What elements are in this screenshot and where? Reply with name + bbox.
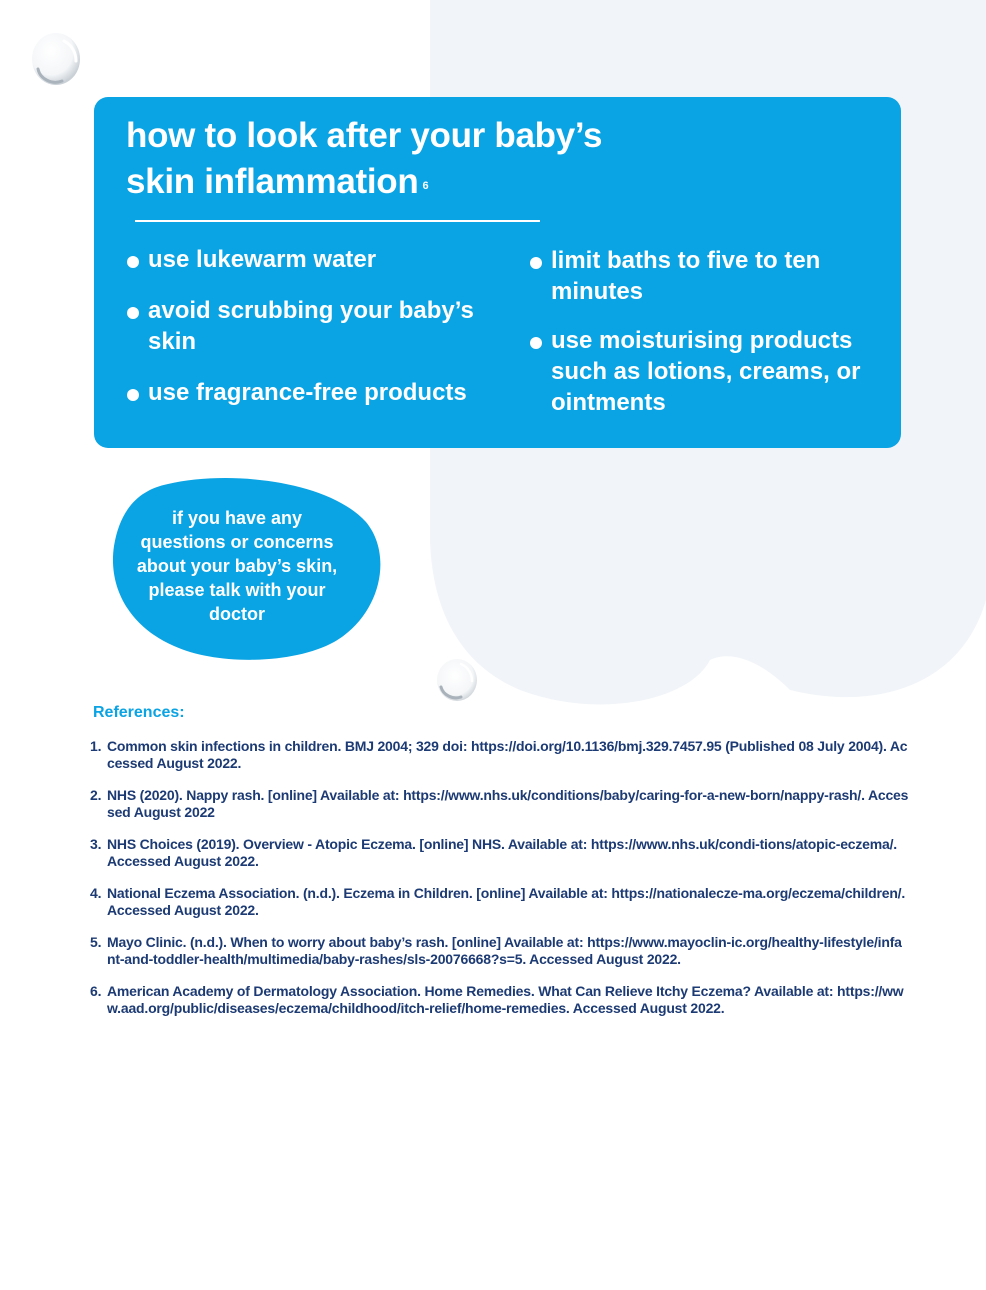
reference-number: 2. [90,787,102,803]
reference-number: 3. [90,836,102,852]
reference-number: 5. [90,934,102,950]
title-reference-number: 6 [422,180,429,192]
reference-text: American Academy of Dermatology Association. Home Remedies. What Can Relieve Itchy Eczema? Available at: https://www.aad.org/public/diseases/eczema/childhood/itch-relief/home-remedies. Accessed August 2022. [107,983,904,1016]
panel-title [126,113,602,205]
references-list [90,738,910,1032]
water-droplet-icon [30,31,82,87]
reference-number: 6. [90,983,102,999]
title-line-1: how to look after your baby’s [126,116,603,155]
tip-item: use lukewarm water [126,244,506,275]
doctor-advice-callout: if you have any questions or concerns about your baby’s skin, please talk with your doctor [136,508,338,624]
tip-item: use fragrance-free products [126,377,506,408]
references-heading: References: [93,704,185,721]
tips-list-left [126,244,506,428]
tip-item: use moisturising products such as lotions, creams, or ointments [529,325,879,418]
reference-number: 1. [90,738,102,754]
tip-item: avoid scrubbing your baby’s skin [126,295,506,357]
tip-item: limit baths to five to ten minutes [529,245,879,307]
reference-item [90,787,910,821]
reference-text: NHS (2020). Nappy rash. [online] Available at: https://www.nhs.uk/conditions/baby/caring-for-a-new-born/nappy-rash/. Accessed August 2022 [107,787,909,820]
reference-item [90,983,910,1017]
reference-item [90,836,910,870]
reference-text: NHS Choices (2019). Overview - Atopic Eczema. [online] NHS. Available at: https://www.nhs.uk/condi-tions/atopic-eczema/. Accessed August 2022. [107,836,897,869]
skin-care-tips-panel [94,97,901,448]
water-droplet-icon [435,657,479,703]
reference-text: Common skin infections in children. BMJ 2004; 329 doi: https://doi.org/10.1136/bmj.329.7457.95 (Published 08 July 2004). Accessed August 2022. [107,738,908,771]
title-divider [135,220,540,222]
reference-text: National Eczema Association. (n.d.). Eczema in Children. [online] Available at: https://nationalecze-ma.org/eczema/children/. Accessed August 2022. [107,885,906,918]
reference-item [90,885,910,919]
reference-text: Mayo Clinic. (n.d.). When to worry about baby’s rash. [online] Available at: https://www.mayoclin-ic.org/healthy-lifestyle/infant-and-toddler-health/multimedia/baby-rashes/sls-20076668?s=5. Accessed August 2022. [107,934,902,967]
title-line-2: skin inflammation [126,162,419,201]
tips-list-right [529,245,879,436]
reference-item [90,934,910,968]
reference-item [90,738,910,772]
reference-number: 4. [90,885,102,901]
